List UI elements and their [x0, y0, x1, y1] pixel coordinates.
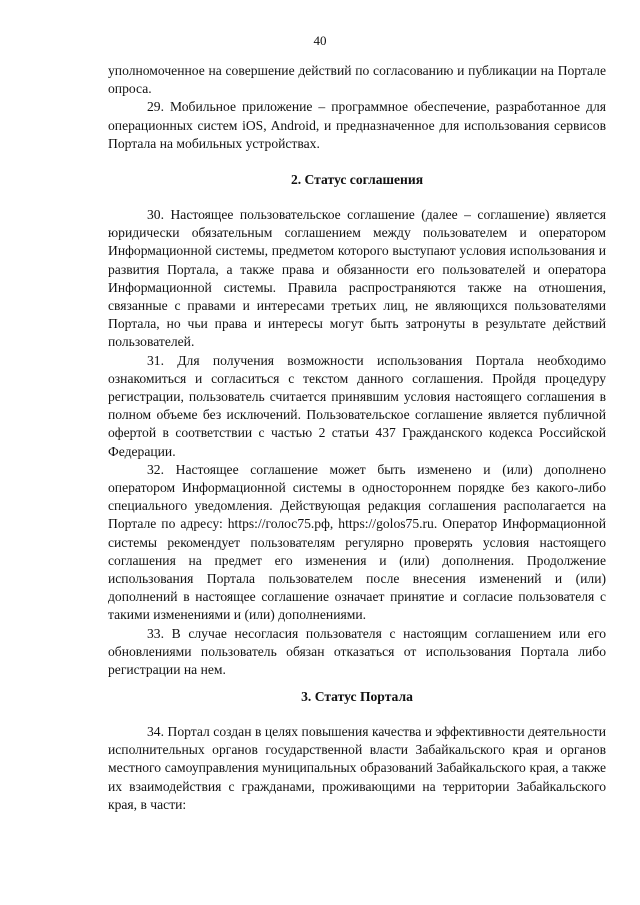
paragraph-32: 32. Настоящее соглашение может быть изменено и (или) дополнено оператором Информационной системы в одностороннем порядке без какого-либо специального уведомления. Действующая редакция соглашения располагается на Портале по адресу: https://голос75.рф, https://golos75.ru. Оператор Информационной системы рекомендует пользователям регулярно проверять условия настоящего соглашения на предмет его изменения и (или) дополнения. Продолжение использования Портала пользователем после внесения изменений и (или) дополнений в настоящее соглашение означает принятие и согласие пользователя с такими изменениями и (или) дополнениями.: [108, 461, 606, 623]
page-number: 40: [313, 33, 327, 48]
section-2-body: [108, 206, 606, 679]
paragraph-30: 30. Настоящее пользовательское соглашение (далее – соглашение) является юридически обязательным соглашением между пользователем и оператором Информационной системы, предметом которого выступают условия использования и развития Портала, а также права и обязанности его пользователей и оператора Информационной системы. Правила распространяются также на отношения, связанные с правами и интересами третьих лиц, не являющихся пользователями Портала, но чьи права и интересы могут быть затронуты в результате действий пользователей.: [108, 207, 606, 350]
paragraph-29: 29. Мобильное приложение – программное обеспечение, разработанное для операционных систем iOS, Android, и предназначенное для использования сервисов Портала на мобильных устройствах.: [108, 99, 606, 151]
paragraph-31: 31. Для получения возможности использования Портала необходимо ознакомиться и согласиться с текстом данного соглашения. Пройдя процедуру регистрации, пользователь считается принявшим условия настоящего соглашения в полном объеме без исключений. Пользовательское соглашение является публичной офертой в соответствии с частью 2 статьи 437 Гражданского кодекса Российской Федерации.: [108, 352, 606, 459]
section-3-body: [108, 723, 606, 814]
intro-block: [108, 62, 606, 153]
paragraph-33: 33. В случае несогласия пользователя с настоящим соглашением или его обновлениями пользователь обязан отказаться от использования Портала либо регистрации на нем.: [108, 625, 606, 678]
section-3-heading: 3. Статус Портала: [301, 689, 413, 704]
section-2-heading: 2. Статус соглашения: [290, 172, 424, 187]
paragraph-34: 34. Портал создан в целях повышения качества и эффективности деятельности исполнительных органов государственной власти Забайкальского края и органов местного самоуправления муниципальных образований Забайкальского края, а также их взаимодействия с гражданами, проживающими на территории Забайкальского края, в части:: [108, 724, 606, 812]
paragraph-continuation: уполномоченное на совершение действий по согласованию и публикации на Портале опроса.: [108, 63, 606, 97]
